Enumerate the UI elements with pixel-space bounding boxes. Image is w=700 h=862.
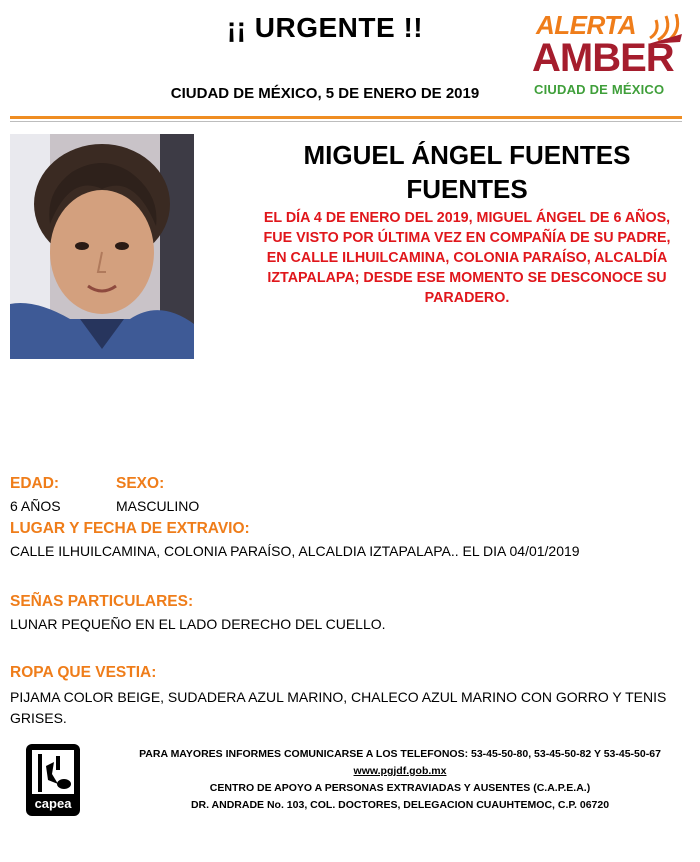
senas-label: SEÑAS PARTICULARES: [10,593,194,610]
name-line-1: MIGUEL ÁNGEL FUENTES [303,140,631,170]
disappearance-description [258,208,676,308]
description-line: PARADERO. [424,290,510,306]
missing-person-name [262,138,672,206]
logo-amber-text: AMBER [532,36,674,80]
edad-value: 6 AÑOS [10,498,61,514]
alert-title: ¡¡ URGENTE !! [226,12,424,43]
description-line: IZTAPALAPA; DESDE ESE MOMENTO SE DESCONOCE SU [267,270,667,286]
description-line: EL DÍA 4 DE ENERO DEL 2019, MIGUEL ÁNGEL DE 6 AÑOS, [263,210,671,226]
capea-logo-text: capea [34,796,72,811]
senas-value: LUNAR PEQUEÑO EN EL LADO DERECHO DEL CUELLO. [10,616,386,632]
lugar-label: LUGAR Y FECHA DE EXTRAVIO: [10,520,250,537]
sexo-label: SEXO: [116,475,165,492]
missing-child-photo [10,134,194,359]
ropa-label: ROPA QUE VESTIA: [10,664,157,681]
name-line-2: FUENTES [406,174,528,204]
header-divider [10,116,682,119]
alerta-amber-logo [528,8,688,103]
logo-city-text: CIUDAD DE MÉXICO [534,82,665,97]
ropa-line-1: PIJAMA COLOR BEIGE, SUDADERA AZUL MARINO, CHALECO AZUL MARINO CON GORRO Y TENIS [10,689,667,705]
ropa-line-2: GRISES. [10,710,67,726]
footer-website-link[interactable]: www.pgjdf.gob.mx [353,765,447,777]
description-line: EN CALLE ILHUILCAMINA, COLONIA PARAÍSO, ALCALDÍA [266,250,668,266]
place-date: CIUDAD DE MÉXICO, 5 DE ENERO DE 2019 [170,85,480,102]
header-divider-thin [10,121,682,122]
logo-alerta-text: ALERTA [536,10,637,40]
capea-logo [26,744,80,816]
lugar-value: CALLE ILHUILCAMINA, COLONIA PARAÍSO, ALCALDIA IZTAPALAPA.. EL DIA 04/01/2019 [10,543,580,559]
footer-address: DR. ANDRADE No. 103, COL. DOCTORES, DELEGACION CUAUHTEMOC, C.P. 06720 [190,799,610,811]
ropa-value [10,687,685,729]
contact-footer [110,746,690,814]
footer-center-name: CENTRO DE APOYO A PERSONAS EXTRAVIADAS Y AUSENTES (C.A.P.E.A.) [209,782,591,794]
description-line: FUE VISTO POR ÚLTIMA VEZ EN COMPAÑÍA DE SU PADRE, [263,230,671,246]
sexo-value: MASCULINO [116,498,200,514]
footer-phones: PARA MAYORES INFORMES COMUNICARSE A LOS TELEFONOS: 53-45-50-80, 53-45-50-82 Y 53-45-50-67 [139,748,661,760]
edad-label: EDAD: [10,475,60,492]
